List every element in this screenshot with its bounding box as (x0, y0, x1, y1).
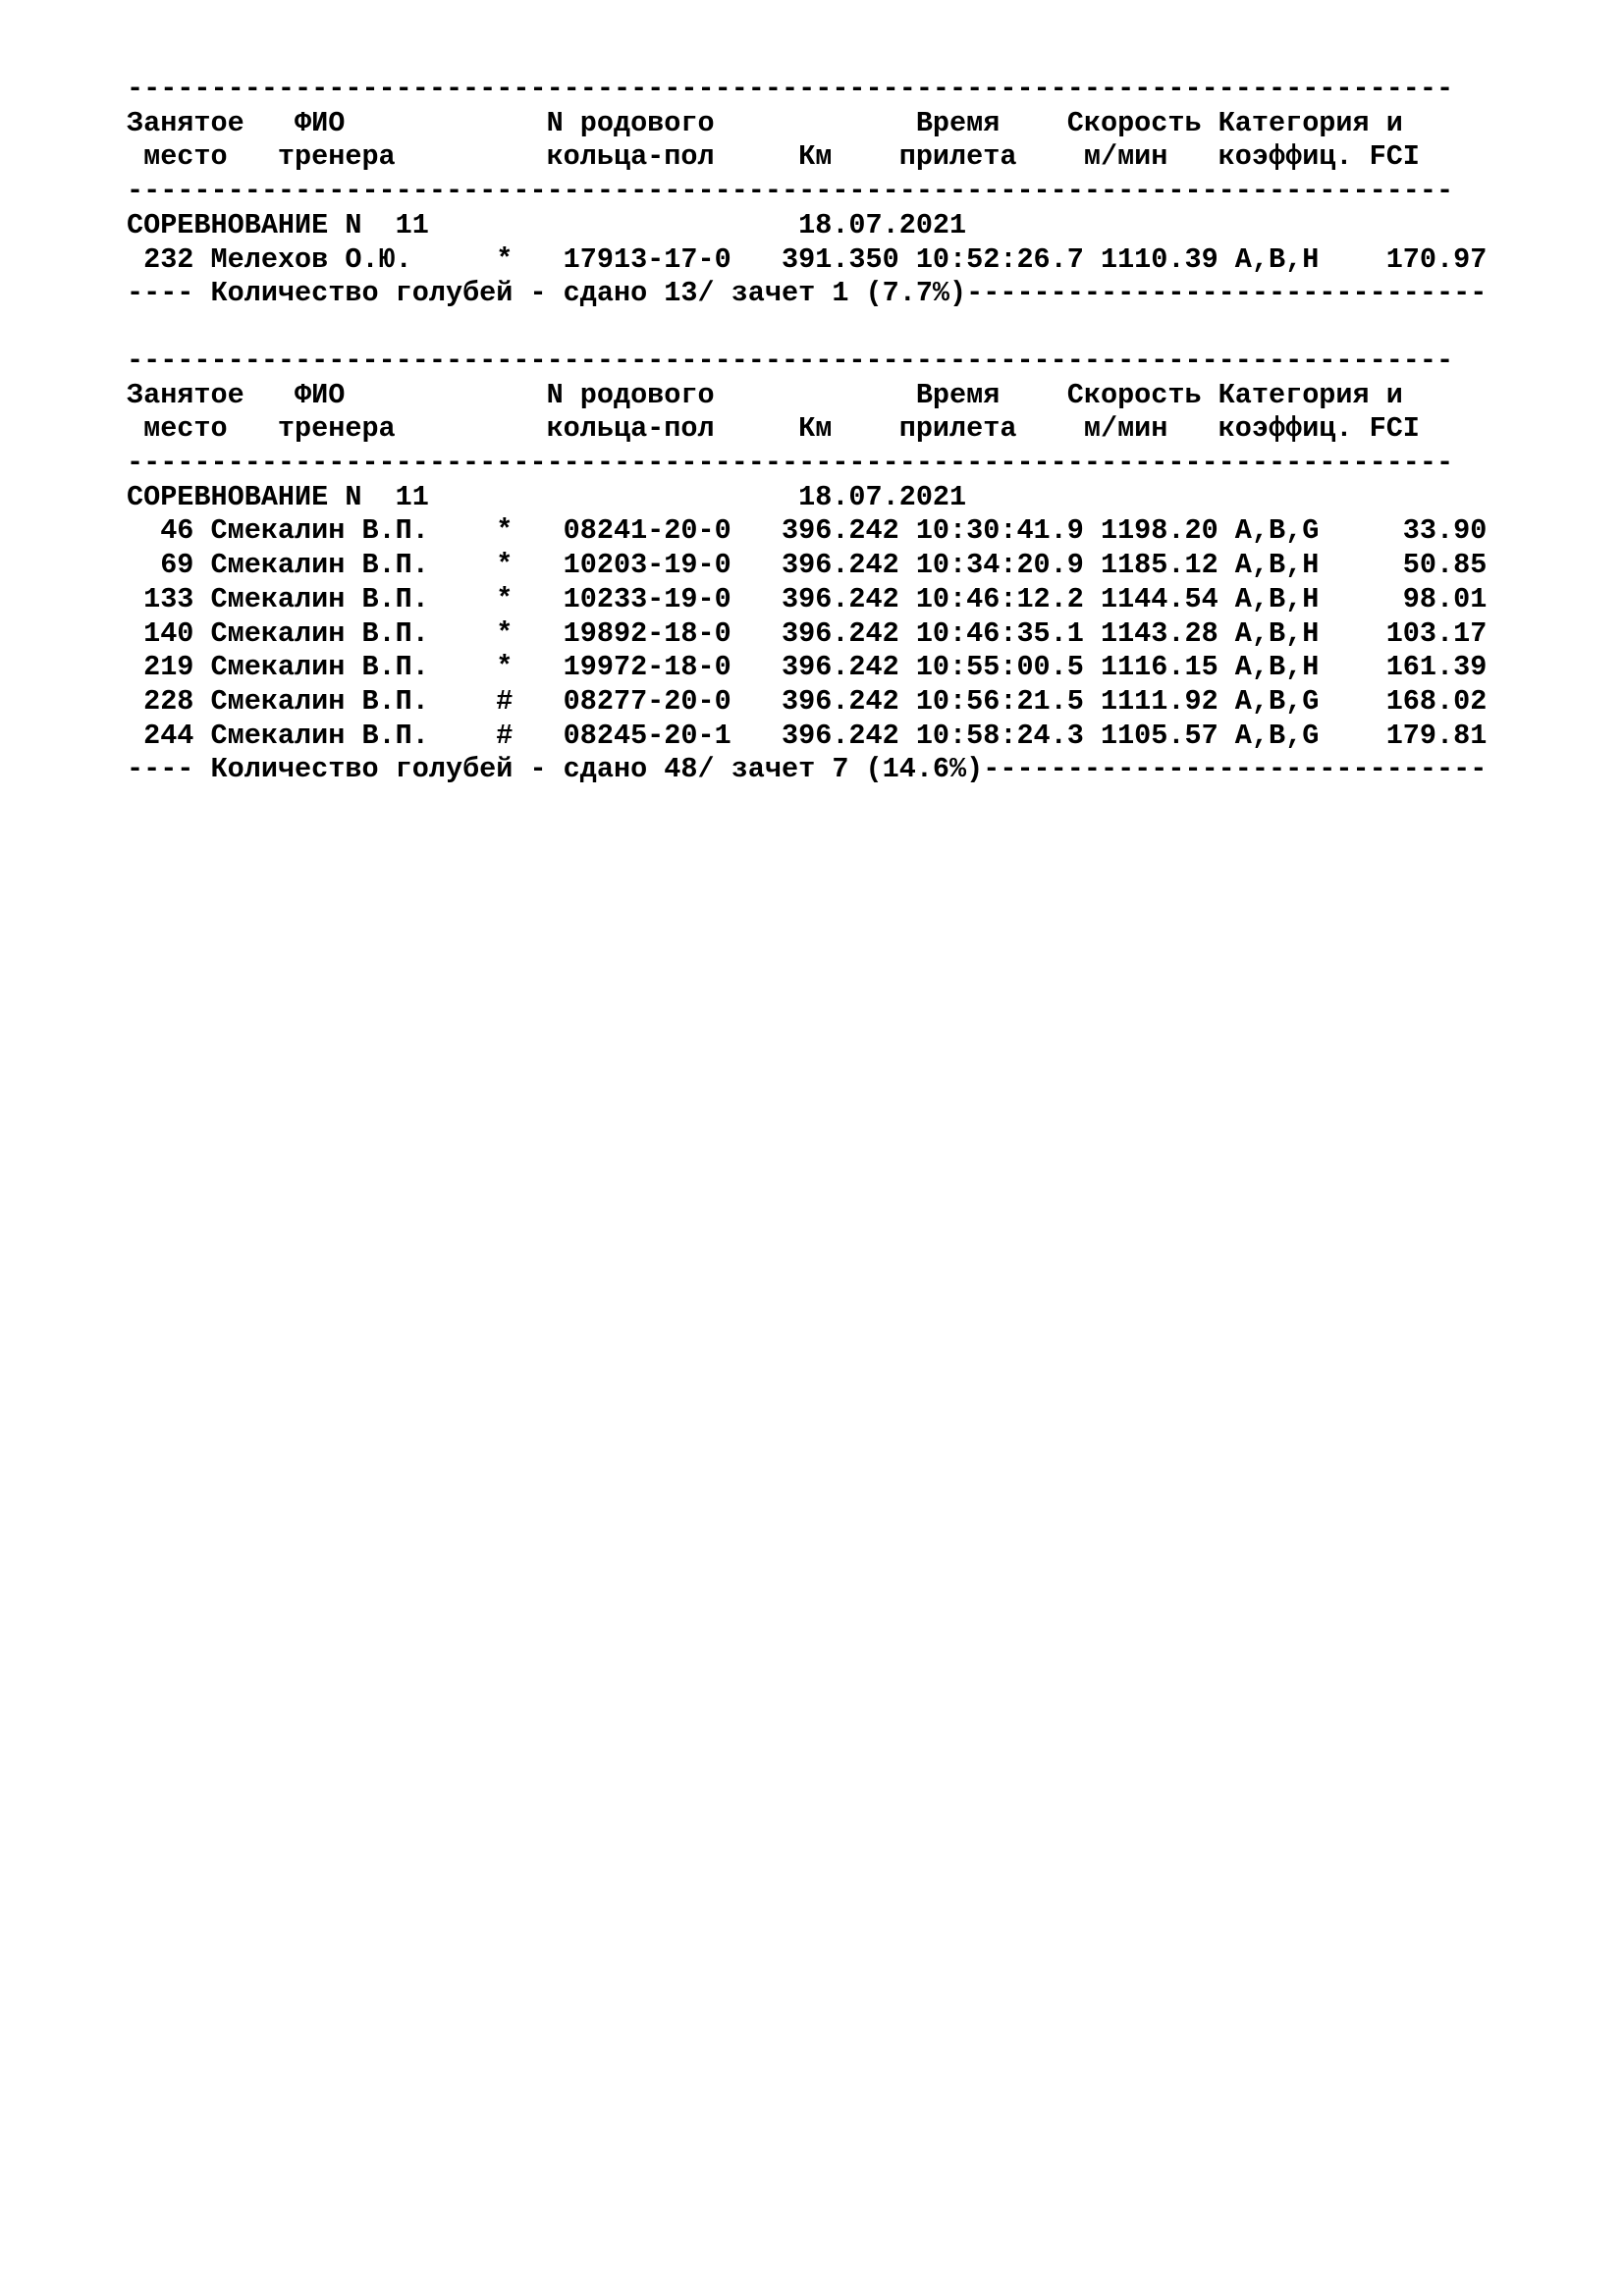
summary-line: ---- Количество голубей - сдано 13/ зачет 1 (7.7%)------------------------------- (127, 277, 1488, 310)
result-row: 133 Смекалин В.П. * 10233-19-0 396.242 10:46:12.2 1144.54 A,B,H 98.01 (127, 582, 1488, 615)
result-row: 232 Мелехов О.Ю. * 17913-17-0 391.350 10:52:26.7 1110.39 A,B,H 170.97 (127, 242, 1488, 276)
separator-rule: ------------------------------------------------------------------------------- (127, 344, 1454, 377)
result-row: 244 Смекалин В.П. # 08245-20-1 396.242 10:58:24.3 1105.57 A,B,G 179.81 (127, 719, 1488, 752)
report-page (127, 73, 1599, 787)
results-section-1 (127, 73, 1599, 311)
separator-rule: ------------------------------------------------------------------------------- (127, 73, 1454, 105)
column-header-line-1: Занятое ФИО N родового Время Скорость Категория и (127, 106, 1403, 139)
column-header-line-2: место тренера кольца-пол Км прилета м/мин коэффиц. FCI (127, 140, 1420, 174)
results-section-2 (127, 345, 1599, 787)
result-row: 69 Смекалин В.П. * 10203-19-0 396.242 10:34:20.9 1185.12 A,B,H 50.85 (127, 549, 1488, 582)
column-header-line-2: место тренера кольца-пол Км прилета м/мин коэффиц. FCI (127, 412, 1420, 446)
result-row: 140 Смекалин В.П. * 19892-18-0 396.242 10:46:35.1 1143.28 A,B,H 103.17 (127, 616, 1488, 650)
summary-line: ---- Количество голубей - сдано 48/ зачет 7 (14.6%)------------------------------ (127, 753, 1488, 786)
column-header-line-1: Занятое ФИО N родового Время Скорость Категория и (127, 378, 1403, 411)
separator-rule: ------------------------------------------------------------------------------- (127, 447, 1454, 480)
result-row: 228 Смекалин В.П. # 08277-20-0 396.242 10:56:21.5 1111.92 A,B,G 168.02 (127, 684, 1488, 718)
competition-title: СОРЕВНОВАНИЕ N 11 18.07.2021 (127, 208, 967, 241)
result-row: 46 Смекалин В.П. * 08241-20-0 396.242 10:30:41.9 1198.20 A,B,G 33.90 (127, 514, 1488, 548)
competition-title: СОРЕВНОВАНИЕ N 11 18.07.2021 (127, 480, 967, 513)
result-row: 219 Смекалин В.П. * 19972-18-0 396.242 10:55:00.5 1116.15 A,B,H 161.39 (127, 651, 1488, 684)
separator-rule: ------------------------------------------------------------------------------- (127, 175, 1454, 208)
